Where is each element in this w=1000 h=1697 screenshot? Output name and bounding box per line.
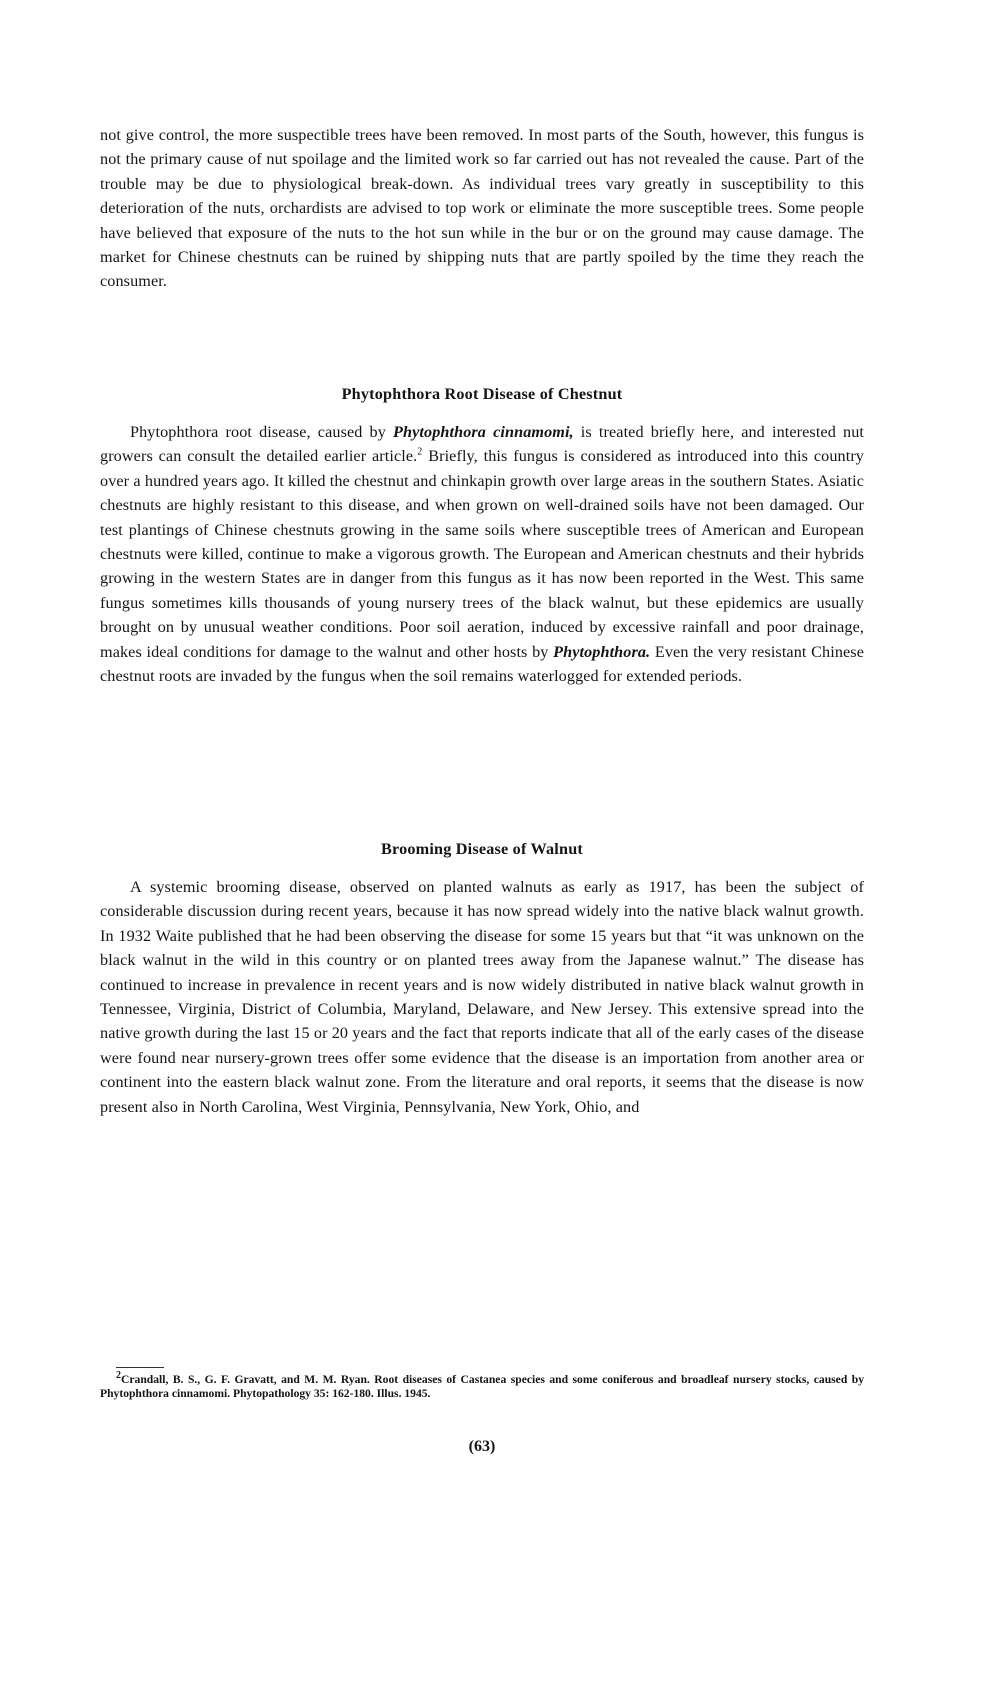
section-heading-brooming: Brooming Disease of Walnut (380, 840, 584, 858)
paragraph-text: is treated briefly here, and interested nut growers can consult the detailed earlier article. (100, 423, 864, 466)
footnote-text: Crandall, B. S., G. F. Gravatt, and M. M. Ryan. Root diseases of Castanea species and some coniferous and broadleaf nursery stocks, caused by Phytophthora cinnamomi. Phytopathology 35: 162-180. Illus. 1945. (100, 1373, 864, 1400)
section-heading-phytophthora: Phytophthora Root Disease of Chestnut (341, 385, 623, 403)
brooming-paragraph: A systemic brooming disease, observed on planted walnuts as early as 1917, has been the subject of considerable discussion during recent years, because it has now spread widely into the native black walnut growth. In 1932 Waite published that he had been observing the disease for some 15 years but that “it was unknown on the black walnut in the wild in this country or on planted trees away from the Japanese walnut.” The disease has continued to increase in prevalence in recent years and is now widely distributed in native black walnut growth in Tennessee, Virginia, District of Columbia, Maryland, Delaware, and New Jersey. This extensive spread into the native growth during the last 15 or 20 years and the fact that reports indicate that all of the early cases of the disease were found near nursery-grown trees offer some evidence that the disease is an importation from another area or continent into the eastern black walnut zone. From the literature and oral reports, it seems that the disease is now present also in North Carolina, West Virginia, Pennsylvania, New York, Ohio, and (100, 878, 864, 1116)
footnote-marker: 2 (116, 1370, 121, 1382)
paragraph-text: Even the very resistant Chinese chestnut roots are invaded by the fungus when the soil remains waterlogged for extended periods. (100, 642, 864, 686)
continued-paragraph: not give control, the more suspectible trees have been removed. In most parts of the South, however, this fungus is not the primary cause of nut spoilage and the limited work so far carried out has not revealed the cause. Part of the trouble may be due to physiological break-down. As individual trees vary greatly in susceptibility to this deterioration of the nuts, orchardists are advised to top work or eliminate the more susceptible trees. Some people have believed that exposure of the nuts to the hot sun while in the bur or on the ground may cause damage. The market for Chinese chestnuts can be ruined by shipping nuts that are partly spoiled by the time they reach the consumer. (100, 126, 864, 291)
footnote (100, 1370, 864, 1401)
footnote-reference: 2 (417, 447, 423, 459)
species-name-italic: Phytophthora cinnamomi, (393, 423, 574, 441)
phytophthora-paragraph (100, 420, 864, 688)
page-number: (63) (468, 1438, 496, 1455)
paragraph-text: Phytophthora root disease, caused by (130, 423, 394, 441)
footnote-divider (116, 1367, 164, 1368)
genus-name-italic: Phytophthora. (553, 642, 651, 661)
opening-paragraph-block (100, 123, 864, 294)
phytophthora-section-body (100, 420, 864, 688)
paragraph-text: Briefly, this fungus is considered as introduced into this country over a hundred years ago. It killed the chestnut and chinkapin growth over large areas in the southern States. Asiatic chestnuts are highly resistant to this disease, and when grown on well-drained soils have not been damaged. Our test plantings of Chinese chestnuts growing in the same soils where susceptible trees of American and European chestnuts were killed, continue to make a vigorous growth. The European and American chestnuts and their hybrids growing in the western States are in danger from this fungus as it has now been reported in the West. This same fungus sometimes kills thousands of young nursery trees of the black walnut, but these epidemics are usually brought on by unusual weather conditions. Poor soil aeration, induced by excessive rainfall and poor drainage, makes ideal conditions for damage to the walnut and other hosts by (100, 447, 865, 661)
brooming-section-body (100, 875, 864, 1119)
